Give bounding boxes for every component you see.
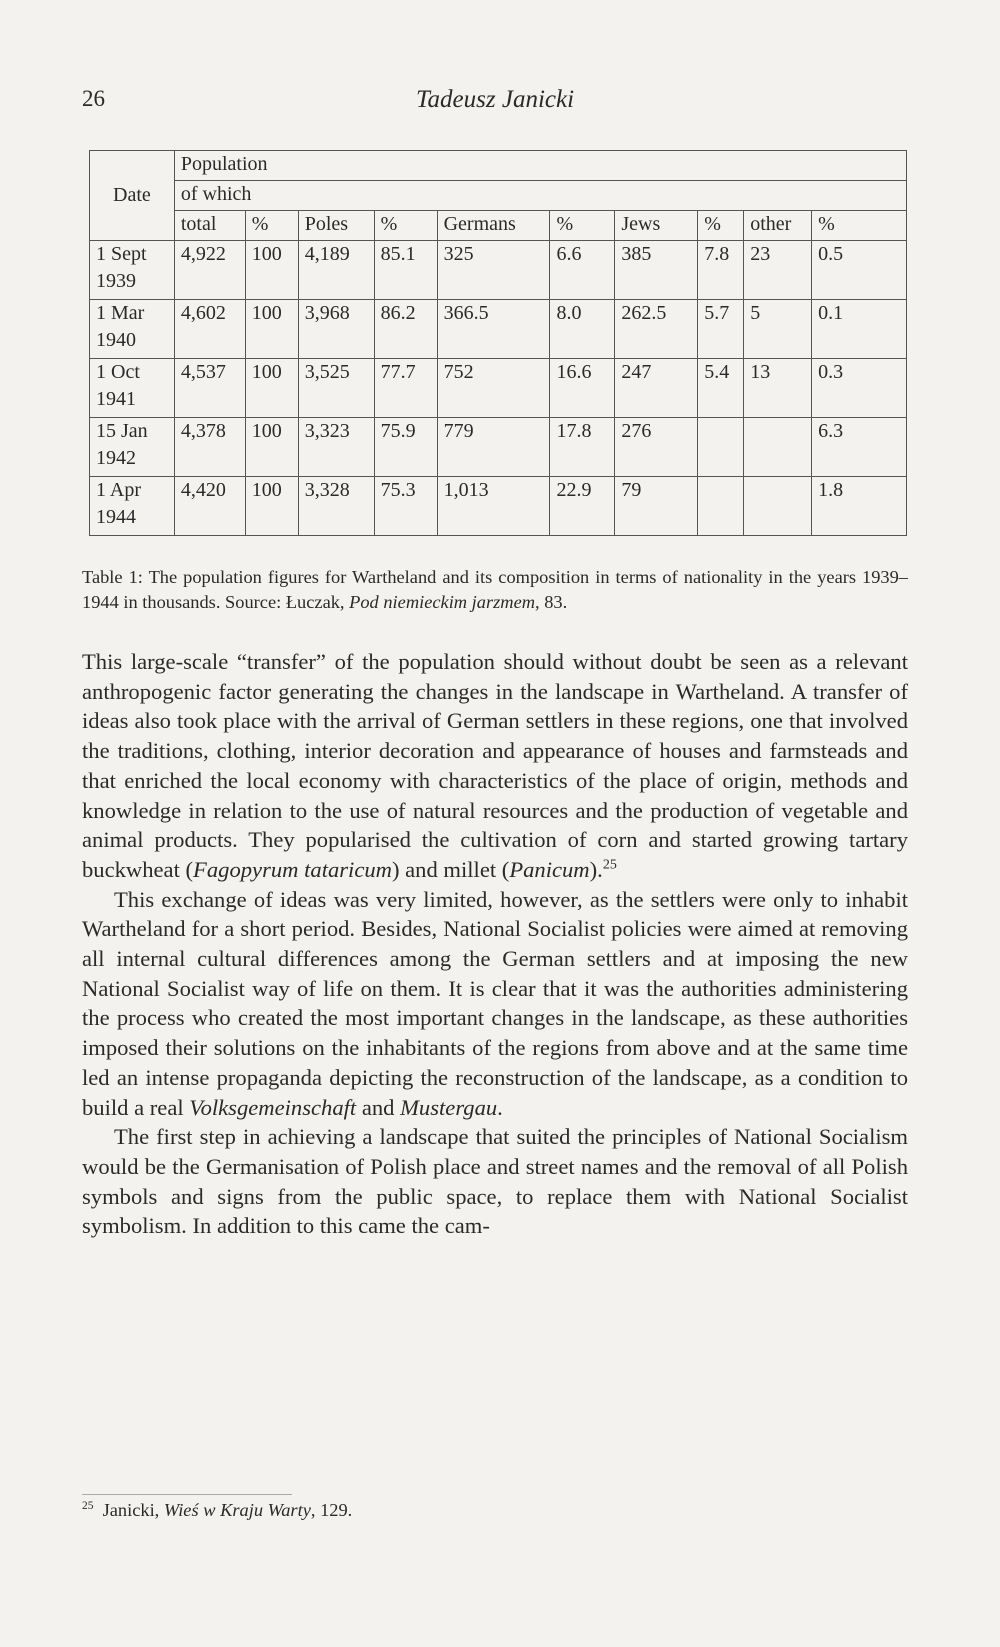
date-cell: 1 Mar 1940 [90, 300, 175, 359]
column-header: Poles [298, 211, 374, 241]
table-cell: 1,013 [437, 477, 550, 536]
table-cell: 385 [615, 241, 698, 300]
table-cell: 325 [437, 241, 550, 300]
date-cell: 15 Jan 1942 [90, 418, 175, 477]
paragraph [82, 885, 908, 1123]
table-cell: 4,189 [298, 241, 374, 300]
table-cell: 86.2 [374, 300, 437, 359]
table-cell: 5 [744, 300, 812, 359]
paragraph-text: This large-scale “transfer” of the population should without doubt be seen as a relevant anthropogenic factor generating the changes in the landscape in Wartheland. A transfer of ideas also took place with the arrival of German settlers in these regions, one that involved the traditions, clothing, interior decoration and appearance of houses and farmsteads and that enriched the local economy with characteristics of the place of origin, methods and knowledge in relation to the use of natural resources and the production of vegetable and animal products. They popularised the cultivation of corn and started growing tartary buckwheat ( [82, 649, 908, 882]
table-cell: 6.6 [550, 241, 615, 300]
latin-name: Fagopyrum tataricum [193, 856, 392, 882]
table-cell: 6.3 [812, 418, 907, 477]
table-cell: 262.5 [615, 300, 698, 359]
paragraph-text: . [497, 1094, 503, 1120]
table-cell: 0.1 [812, 300, 907, 359]
table-cell: 7.8 [698, 241, 744, 300]
table-row [90, 241, 907, 300]
footnote-divider [82, 1494, 292, 1495]
paragraph [82, 647, 908, 885]
paragraph [82, 1122, 908, 1241]
german-term: Volksgemeinschaft [189, 1094, 357, 1120]
german-term: Mustergau [400, 1094, 498, 1120]
table-cell: 8.0 [550, 300, 615, 359]
table-cell: 16.6 [550, 359, 615, 418]
column-header-row [90, 211, 907, 241]
column-header: % [245, 211, 298, 241]
table-cell: 4,922 [174, 241, 245, 300]
table-cell: 17.8 [550, 418, 615, 477]
table-cell: 3,968 [298, 300, 374, 359]
running-head: Tadeusz Janicki [415, 86, 575, 113]
paragraph-text: This exchange of ideas was very limited, however, as the settlers were only to inhabit Wartheland for a short period. Besides, National Socialist policies were aimed at removing all internal cultural differences among the German settlers and at imposing the new National Socialist way of life on them. It is clear that it was the authorities administering the process who created the most important changes in the landscape, as these authorities imposed their solutions on the inhabitants of the regions from above and at the same time led an intense propaganda depicting the reconstruction of the landscape, as a condition to build a real [82, 886, 908, 1120]
paragraph-text: ) and millet ( [391, 856, 510, 882]
paragraph-text: The first step in achieving a landscape that suited the principles of National Socialism would be the Germanisation of Polish place and street names and the removal of all Polish symbols and signs from the public space, to replace them with National Socialist symbolism. In addition to this came the cam- [82, 1124, 908, 1239]
table-cell: 77.7 [374, 359, 437, 418]
table-cell [744, 418, 812, 477]
table-cell: 0.5 [812, 241, 907, 300]
table-cell: 100 [245, 477, 298, 536]
column-header: % [374, 211, 437, 241]
table-cell: 100 [245, 418, 298, 477]
table-cell: 3,323 [298, 418, 374, 477]
table-cell: 276 [615, 418, 698, 477]
date-cell: 1 Oct 1941 [90, 359, 175, 418]
table-cell [698, 418, 744, 477]
table-row [90, 359, 907, 418]
page-number: 26 [82, 86, 105, 111]
of-which-header: of which [174, 181, 906, 211]
population-header: Population [174, 151, 906, 181]
table-cell [698, 477, 744, 536]
table-cell: 247 [615, 359, 698, 418]
page-header [82, 86, 908, 126]
table-cell: 0.3 [812, 359, 907, 418]
table-row [90, 300, 907, 359]
table-cell: 85.1 [374, 241, 437, 300]
date-cell: 1 Sept 1939 [90, 241, 175, 300]
date-header: Date [90, 151, 175, 241]
table-cell: 79 [615, 477, 698, 536]
table-caption [82, 565, 908, 615]
table-cell: 100 [245, 300, 298, 359]
column-header: Germans [437, 211, 550, 241]
table-cell: 23 [744, 241, 812, 300]
column-header: total [174, 211, 245, 241]
footnote-author: Janicki, [102, 1500, 164, 1520]
column-header: Jews [615, 211, 698, 241]
column-header: other [744, 211, 812, 241]
footnote-pages: , 129. [310, 1500, 353, 1520]
table-cell: 100 [245, 241, 298, 300]
body-text [82, 647, 908, 1241]
population-table [89, 150, 907, 536]
table-cell: 75.3 [374, 477, 437, 536]
table-cell: 1.8 [812, 477, 907, 536]
table-cell: 3,525 [298, 359, 374, 418]
footnote-reference[interactable]: 25 [602, 857, 617, 873]
table-cell: 5.7 [698, 300, 744, 359]
table-cell: 4,537 [174, 359, 245, 418]
column-header: % [550, 211, 615, 241]
table-cell: 3,328 [298, 477, 374, 536]
table-row [90, 418, 907, 477]
table-cell: 13 [744, 359, 812, 418]
caption-lead: Table 1: The population figures for Wartheland and its composition in terms of nationality in the years 1939–1944 in thousands. Source: Łuczak, [82, 567, 908, 612]
footnote [82, 1500, 352, 1521]
caption-source-title: Pod niemieckim jarzmem [349, 592, 536, 612]
table-cell: 752 [437, 359, 550, 418]
table-cell: 75.9 [374, 418, 437, 477]
date-cell: 1 Apr 1944 [90, 477, 175, 536]
footnote-title: Wieś w Kraju Warty [163, 1500, 311, 1520]
column-header: % [812, 211, 907, 241]
table-cell: 22.9 [550, 477, 615, 536]
footnote-number: 25 [82, 1499, 94, 1512]
table-cell: 100 [245, 359, 298, 418]
table-cell [744, 477, 812, 536]
table-cell: 4,378 [174, 418, 245, 477]
table-cell: 366.5 [437, 300, 550, 359]
table-cell: 5.4 [698, 359, 744, 418]
table-cell: 4,420 [174, 477, 245, 536]
table-row [90, 477, 907, 536]
column-header: % [698, 211, 744, 241]
table-cell: 4,602 [174, 300, 245, 359]
paragraph-text: ). [589, 856, 603, 882]
latin-name: Panicum [509, 856, 590, 882]
caption-tail: , 83. [535, 592, 568, 612]
table-cell: 779 [437, 418, 550, 477]
paragraph-text: and [356, 1094, 401, 1120]
